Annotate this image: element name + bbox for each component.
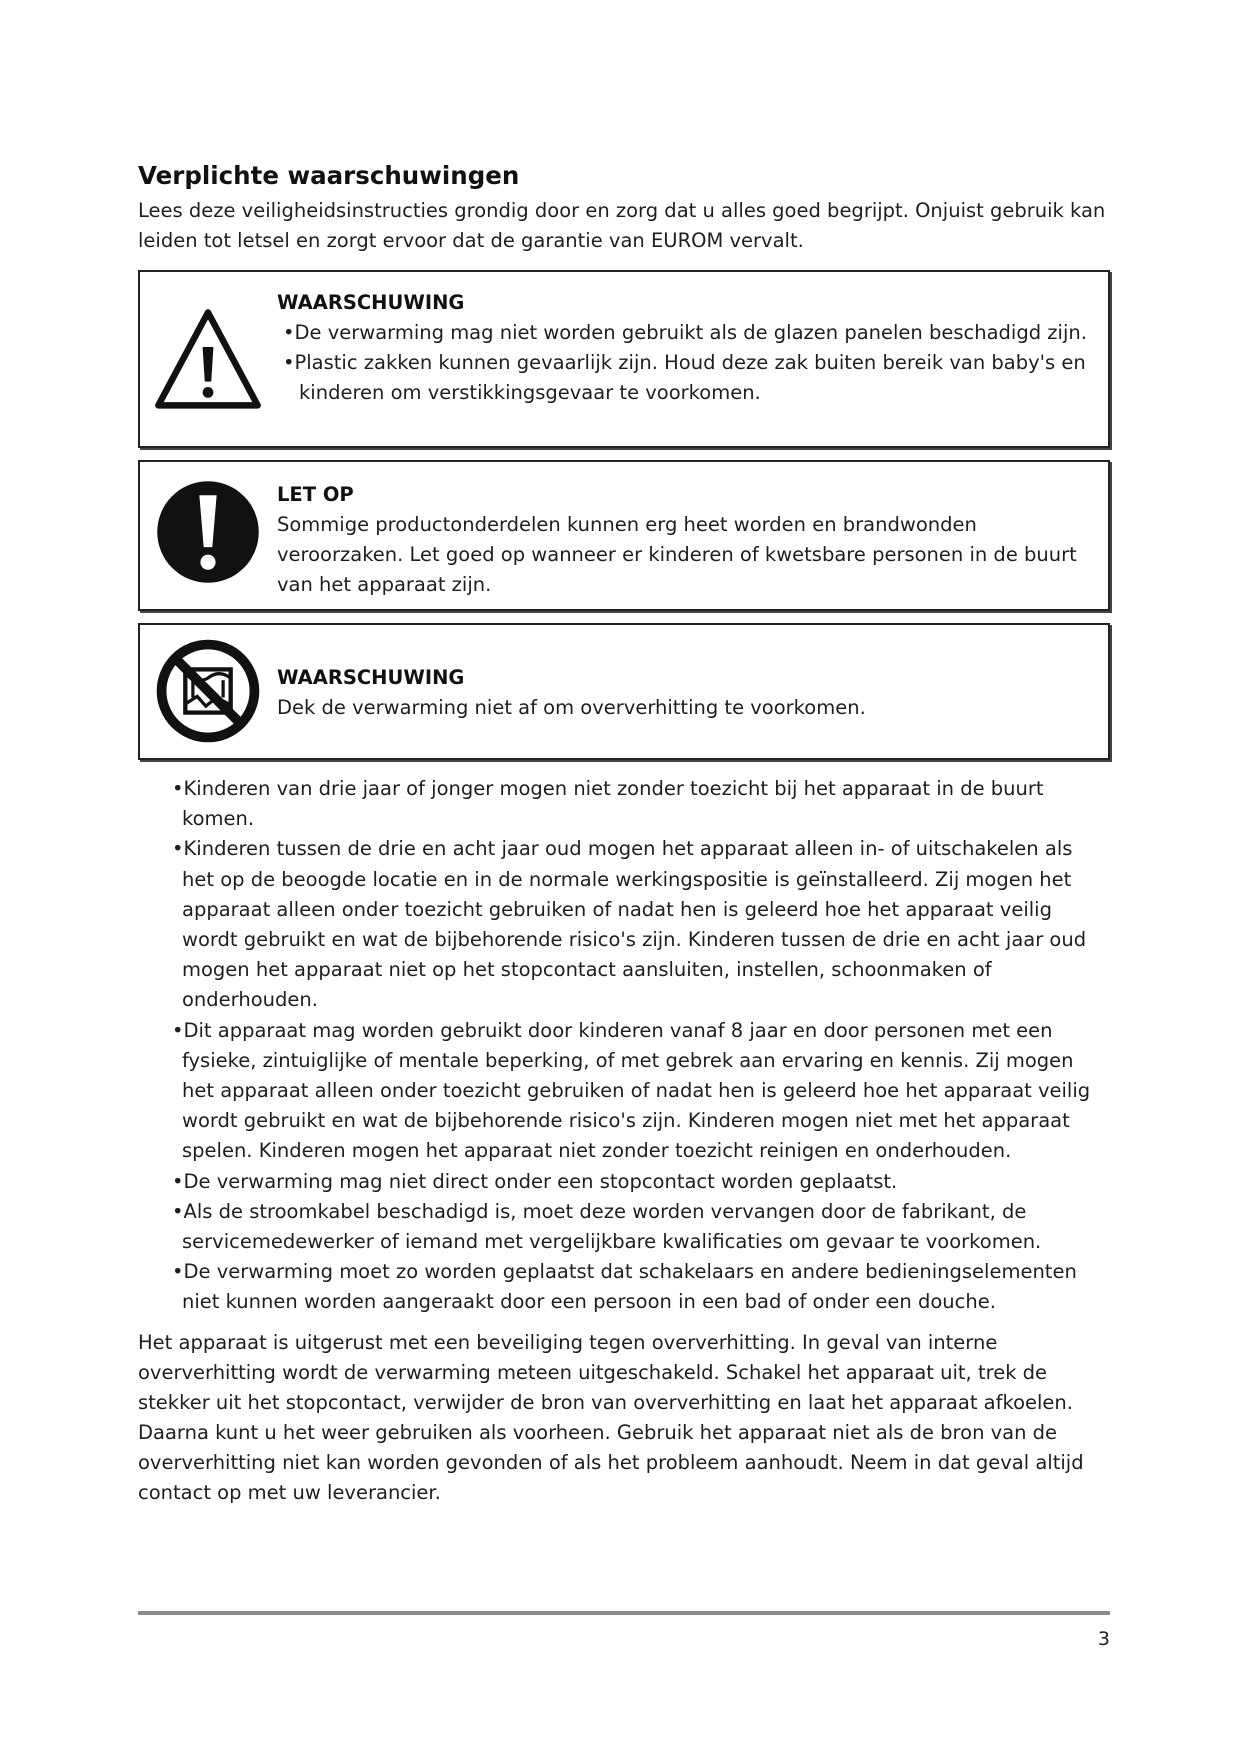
warning-box-content [277, 625, 1108, 723]
exclamation-circle-icon [154, 478, 262, 586]
box-title: LET OP [277, 483, 354, 506]
list-item: •Als de stroomkabel beschadigd is, moet deze worden vervangen door de fabrikant, de servicemedewerker of iemand met vergelijkbare kwalificaties om gevaar te voorkomen. [172, 1199, 1042, 1254]
warning-box-content [277, 272, 1108, 408]
box-text: Dek de verwarming niet af om oververhitting te voorkomen. [277, 696, 866, 719]
page-number: 3 [1097, 1628, 1110, 1650]
box-bullet: •De verwarming mag niet worden gebruikt als de glazen panelen beschadigd zijn. [283, 321, 1087, 344]
warning-triangle-icon [154, 306, 262, 414]
list-item: •Dit apparaat mag worden gebruikt door kinderen vanaf 8 jaar en door personen met een fysieke, zintuiglijke of mentale beperking, of met gebrek aan ervaring en kennis. Zij mogen het apparaat alleen onder toezicht gebruiken of nadat hen is geleerd hoe het apparaat veilig wordt gebruikt en wat de bijbehorende risico's zijn. Kinderen mogen niet met het apparaat spelen. Kinderen mogen het apparaat niet zonder toezicht reinigen en onderhouden. [172, 1018, 1091, 1163]
box-bullet: •Plastic zakken kunnen gevaarlijk zijn. Houd deze zak buiten bereik van baby's en kinderen om verstikkingsgevaar te voorkomen. [283, 351, 1086, 404]
list-item: •De verwarming moet zo worden geplaatst dat schakelaars en andere bedieningselementen niet kunnen worden aangeraakt door een persoon in een bad of onder een douche. [172, 1260, 1077, 1314]
caution-box-hot-parts [138, 460, 1110, 611]
box-text: Sommige productonderdelen kunnen erg heet worden en brandwonden veroorzaken. Let goed op wanneer er kinderen of kwetsbare personen in de buurt van het apparaat zijn. [277, 513, 1077, 596]
box-title: WAARSCHUWING [277, 291, 465, 314]
list-item: •Kinderen van drie jaar of jonger mogen niet zonder toezicht bij het apparaat in de buurt komen. [172, 777, 1044, 831]
footer-divider [138, 1611, 1110, 1615]
list-item: •De verwarming mag niet direct onder een stopcontact worden geplaatst. [172, 1169, 898, 1193]
warning-box-do-not-cover [138, 623, 1110, 760]
page-title: Verplichte waarschuwingen [138, 161, 520, 190]
list-item: •Kinderen tussen de drie en acht jaar oud mogen het apparaat alleen in- of uitschakelen als het op de beoogde locatie en in de normale werkingspositie is geïnstalleerd. Zij mogen het apparaat alleen onder toezicht gebruiken of nadat hen is geleerd hoe het apparaat veilig wordt gebruikt en wat de bijbehorende risico's zijn. Kinderen tussen de drie en acht jaar oud mogen het apparaat niet op het stopcontact aansluiten, instellen, schoonmaken of onderhouden. [172, 837, 1087, 1012]
intro-paragraph: Lees deze veiligheidsinstructies grondig door en zorg dat u alles goed begrijpt. Onjuist gebruik kan leiden tot letsel en zorgt ervoor dat de garantie van EUROM vervalt. [138, 199, 1106, 252]
warning-box-glass-plastic [138, 270, 1110, 448]
do-not-cover-icon [154, 637, 262, 745]
overheat-protection-paragraph: Het apparaat is uitgerust met een beveiliging tegen oververhitting. In geval van interne oververhitting wordt de verwarming meteen uitgeschakeld. Schakel het apparaat uit, trek de stekker uit het stopcontact, verwijder de bron van oververhitting en laat het apparaat afkoelen. Daarna kunt u het weer gebruiken als voorheen. Gebruik het apparaat niet als de bron van de oververhitting niet kan worden gevonden of als het probleem aanhoudt. Neem in dat geval altijd contact op met uw leverancier. [138, 1330, 1084, 1504]
box-title: WAARSCHUWING [277, 666, 465, 689]
caution-box-content [277, 462, 1108, 600]
page-content [138, 160, 1110, 1508]
safety-rules-list [138, 774, 1110, 1318]
